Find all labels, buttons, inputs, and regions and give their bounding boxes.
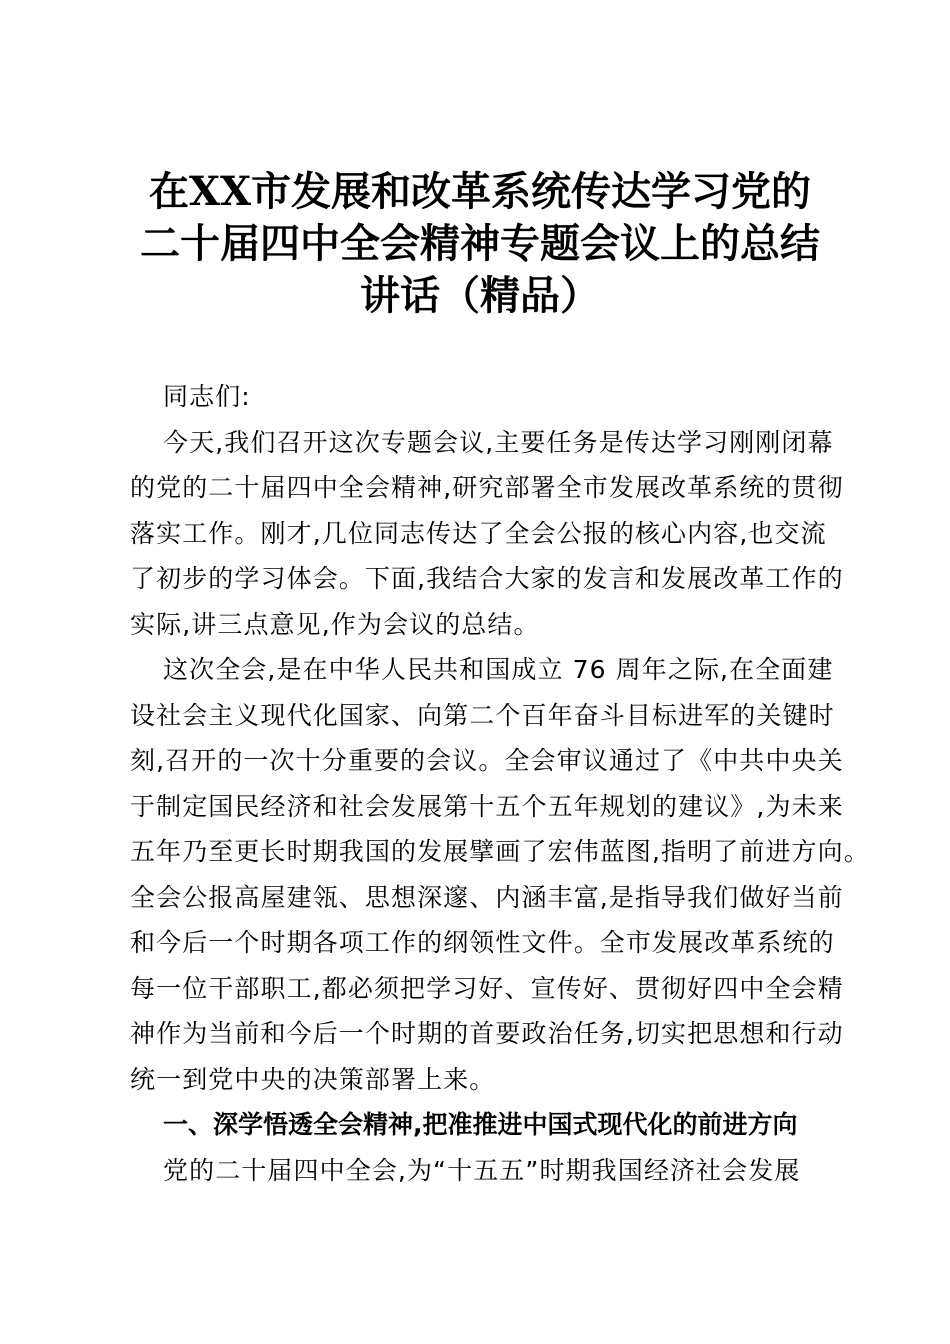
- title-line-1: 在XX市发展和改革系统传达学习党的: [148, 168, 812, 215]
- paragraph-line: 五年乃至更长时期我国的发展擘画了宏伟蓝图,指明了前进方向。: [130, 837, 870, 866]
- paragraph-line: 了初步的学习体会。下面,我结合大家的发言和发展改革工作的: [130, 564, 844, 593]
- paragraph-line: 落实工作。刚才,几位同志传达了全会公报的核心内容,也交流: [130, 518, 827, 548]
- paragraph-context: [130, 647, 870, 1102]
- section-heading: 一、深学悟透全会精神,把准推进中国式现代化的前进方向: [163, 1110, 798, 1139]
- paragraph-line: 党的二十届四中全会,为“十五五”时期我国经济社会发展: [163, 1155, 801, 1185]
- document-body: [130, 374, 870, 1193]
- paragraph-line: 设社会主义现代化国家、向第二个百年奋斗目标进军的关键时: [130, 700, 835, 730]
- paragraph-line: 于制定国民经济和社会发展第十五个五年规划的建议》,为未来: [130, 791, 844, 821]
- title-line-3: 讲话（精品）: [360, 272, 600, 319]
- paragraph-intro: [130, 420, 844, 648]
- salutation: 同志们:: [163, 382, 251, 411]
- paragraph-line: 实际,讲三点意见,作为会议的总结。: [130, 609, 540, 639]
- paragraph-line: 神作为当前和今后一个时期的首要政治任务,切实把思想和行动: [130, 1019, 844, 1048]
- paragraph-line: 全会公报高屋建瓴、思想深邃、内涵丰富,是指导我们做好当前: [130, 882, 844, 912]
- title-line-2: 二十届四中全会精神专题会议上的总结: [140, 220, 820, 267]
- paragraph-line: 刻,召开的一次十分重要的会议。全会审议通过了《中共中央关: [130, 746, 844, 775]
- paragraph-line: 今天,我们召开这次专题会议,主要任务是传达学习刚刚闭幕: [163, 427, 834, 457]
- document-title: [110, 166, 850, 322]
- paragraph-line: 每一位干部职工,都必须把学习好、宣传好、贯彻好四中全会精: [130, 973, 844, 1003]
- paragraph-line: 和今后一个时期各项工作的纲领性文件。全市发展改革系统的: [130, 928, 835, 957]
- paragraph-line: 这次全会,是在中华人民共和国成立 76 周年之际,在全面建: [163, 655, 834, 684]
- paragraph-line: 统一到党中央的决策部署上来。: [130, 1064, 496, 1094]
- paragraph-line: 的党的二十届四中全会精神,研究部署全市发展改革系统的贯彻: [130, 473, 844, 502]
- paragraph-section-one: [130, 1148, 835, 1194]
